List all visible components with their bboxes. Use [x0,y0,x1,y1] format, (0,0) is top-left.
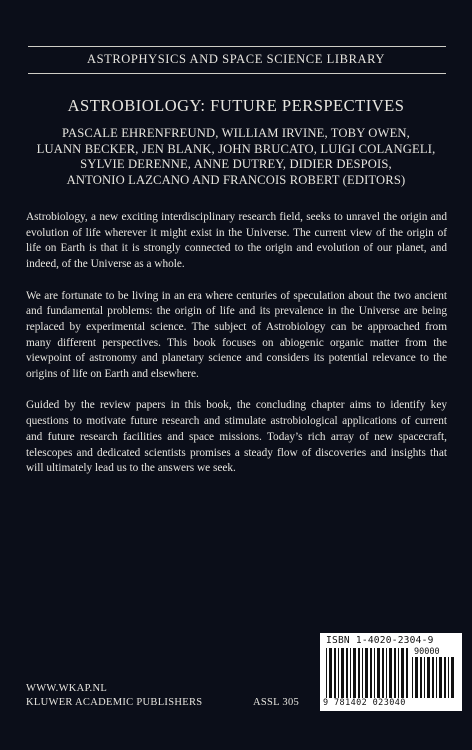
authors-line: ANTONIO LAZCANO AND FRANCOIS ROBERT (EDITORS) [66,173,406,188]
ean-digits: 9 781402 023040 [323,698,406,708]
top-rule [28,46,446,47]
blurb-paragraph: Guided by the review papers in this book, the concluding chapter aims to identify key questions to motivate future research and stimulate astrobiological applications of current and future research facilities and space missions. Today’s rich array of new spacecraft, telescopes and dedicated scientists promises a steady flow of discoveries and insights that will ultimately lead us to the answers we seek. [26,399,447,475]
authors-block [20,126,452,189]
blurb-paragraph: We are fortunate to be living in an era where centuries of speculation about the two ancient and fundamental problems: the origin of life and its prevalence in the Universe are being replaced by experimental science. The subject of Astrobiology can be approached from many different perspectives. This book focuses on abiogenic organic matter from the viewpoint of astronomy and planetary science and considers its potential relevance to the origins of life on Earth and elsewhere. [26,289,447,381]
book-title: ASTROBIOLOGY: FUTURE PERSPECTIVES [67,96,405,115]
price-code: 90000 [414,647,440,657]
addon-barcode-icon [412,657,456,698]
blurb-paragraph: Astrobiology, a new exciting interdisciplinary research field, seeks to unravel the origin and evolution of life wherever it might exist in the Universe. The current view of the origin of life on Earth is that it is strongly connected to the origin and evolution of our planet, and indeed, of the Universe as a whole. [26,211,447,271]
publisher-name: KLUWER ACADEMIC PUBLISHERS [26,697,203,708]
series-title: ASTROPHYSICS AND SPACE SCIENCE LIBRARY [86,52,386,66]
barcode-icon [326,648,410,698]
isbn-text: ISBN 1-4020-2304-9 [326,635,434,646]
blurb [26,210,447,493]
series-number: ASSL 305 [253,697,300,708]
website-url: WWW.WKAP.NL [26,683,108,694]
barcode-label [320,633,462,711]
series-rule [28,73,446,74]
authors-line: SYLVIE DERENNE, ANNE DUTREY, DIDIER DESPOIS, [80,157,392,172]
authors-line: LUANN BECKER, JEN BLANK, JOHN BRUCATO, LUIGI COLANGELI, [36,141,436,156]
authors-line: PASCALE EHRENFREUND, WILLIAM IRVINE, TOBY OWEN, [62,126,410,140]
